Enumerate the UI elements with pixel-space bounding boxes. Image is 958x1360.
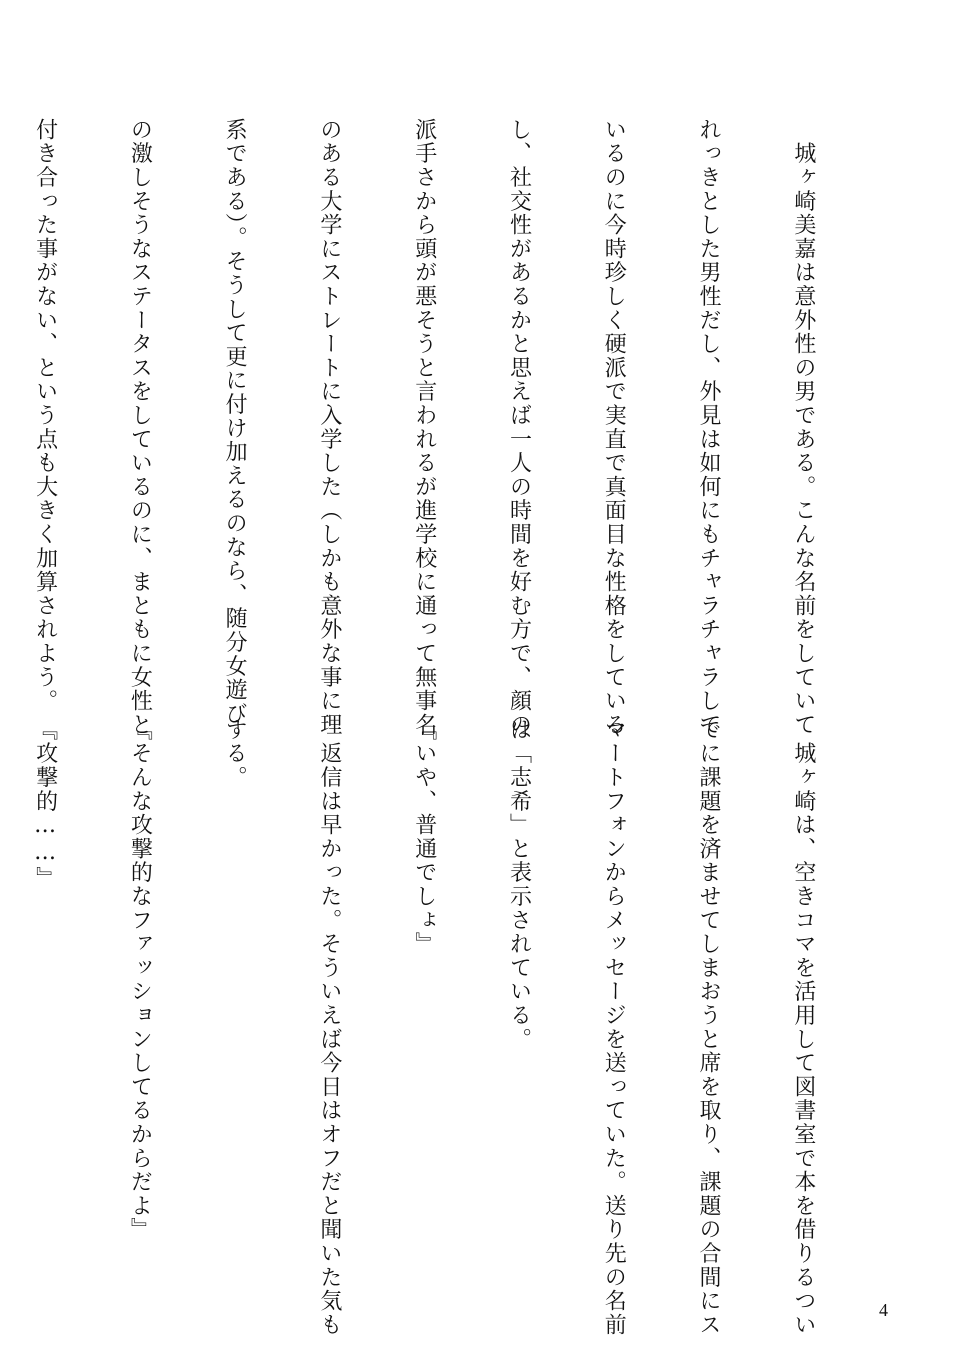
text-line: 『そんな攻撃的なファッションしてるからだよ』 [127,718,153,1242]
text-line: マートフォンからメッセージを送っていた。送り先の名前 [601,718,627,1337]
text-line: 『いや、普通でしょ』 [411,718,437,956]
text-line: 城ヶ崎は、空きコマを活用して図書室で本を借りるつい [790,718,816,1337]
text-line: いるのに今時珍しく硬派で実直で真面目な性格をしている [601,118,627,737]
text-line: する。 [222,718,248,790]
text-line: のある大学にストレートに入学した（しかも意外な事に理 [316,118,342,737]
text-line: の激しそうなステータスをしているのに、まともに女性と [127,118,153,737]
text-line: 付き合った事がない、という点も大きく加算されよう。 [32,118,58,713]
text-line: でに課題を済ませてしまおうと席を取り、課題の合間にス [696,718,722,1337]
page-number: 4 [879,1300,888,1320]
text-line: 城ヶ崎美嘉は意外性の男である。こんな名前をしていて [790,118,816,737]
upper-text-block [32,118,882,737]
text-line: し、社交性があるかと思えば一人の時間を好む方で、顔の [506,118,532,737]
text-line: 派手さから頭が悪そうと言われるが進学校に通って無事名 [411,118,437,737]
text-line: は「志希」と表示されている。 [506,718,532,1052]
text-line: 返信は早かった。そういえば今日はオフだと聞いた気も [316,718,342,1337]
text-line: 系である）。そうして更に付け加えるのなら、随分女遊び [222,118,248,726]
text-line: れっきとした男性だし、外見は如何にもチャラチャラして [696,118,722,737]
lower-text-block [32,718,882,1337]
text-line: 『攻撃的……』 [32,718,58,891]
